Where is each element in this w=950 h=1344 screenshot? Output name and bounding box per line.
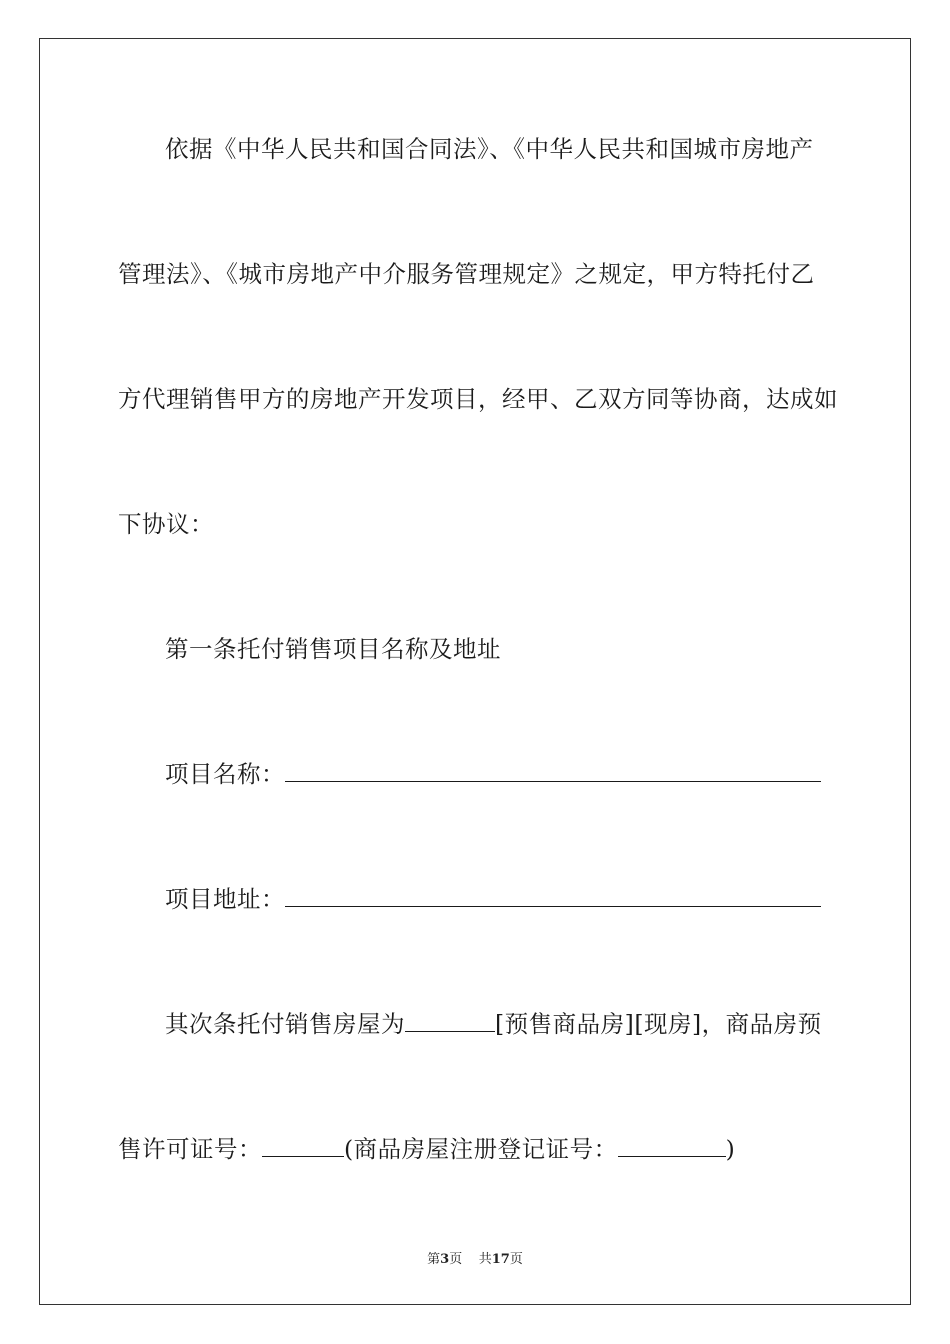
- total-pages: 17: [491, 1252, 510, 1267]
- house-type-blank[interactable]: [405, 1011, 495, 1032]
- paragraph-line-3: 方代理销售甲方的房地产开发项目，经甲、乙双方同等协商，达成如: [118, 385, 838, 413]
- article2-text-4: (商品房屋注册登记证号：: [344, 1135, 618, 1163]
- project-name-blank[interactable]: [285, 761, 821, 782]
- article2-line-1: [165, 1009, 822, 1039]
- article2-text-2: [预售商品房][现房]，商品房预: [495, 1010, 822, 1038]
- page-frame: [39, 38, 911, 1305]
- project-address-blank[interactable]: [285, 886, 821, 907]
- page-prefix: 第: [427, 1252, 441, 1267]
- presale-license-blank[interactable]: [262, 1136, 344, 1157]
- article2-text-5: ): [725, 1135, 736, 1163]
- article2-text-3: 售许可证号：: [118, 1135, 262, 1163]
- total-prefix: 共: [478, 1252, 492, 1267]
- page-footer: [0, 1248, 950, 1267]
- project-address-row: [165, 884, 821, 914]
- paragraph-line-2: 管理法》、《城市房地产中介服务管理规定》之规定，甲方特托付乙: [118, 260, 815, 288]
- page-number: 3: [440, 1252, 450, 1267]
- project-address-label: 项目地址：: [165, 885, 285, 913]
- paragraph-line-4: 下协议：: [118, 510, 214, 538]
- registration-number-blank[interactable]: [618, 1136, 726, 1157]
- paragraph-line-1: 依据《中华人民共和国合同法》、《中华人民共和国城市房地产: [165, 135, 814, 163]
- article2-line-2: [118, 1134, 735, 1164]
- total-suffix: 页: [509, 1252, 523, 1267]
- project-name-label: 项目名称：: [165, 760, 285, 788]
- article1-title: 第一条托付销售项目名称及地址: [165, 635, 501, 663]
- page-suffix: 页: [449, 1252, 463, 1267]
- article2-text-1: 其次条托付销售房屋为: [165, 1010, 405, 1038]
- project-name-row: [165, 759, 821, 789]
